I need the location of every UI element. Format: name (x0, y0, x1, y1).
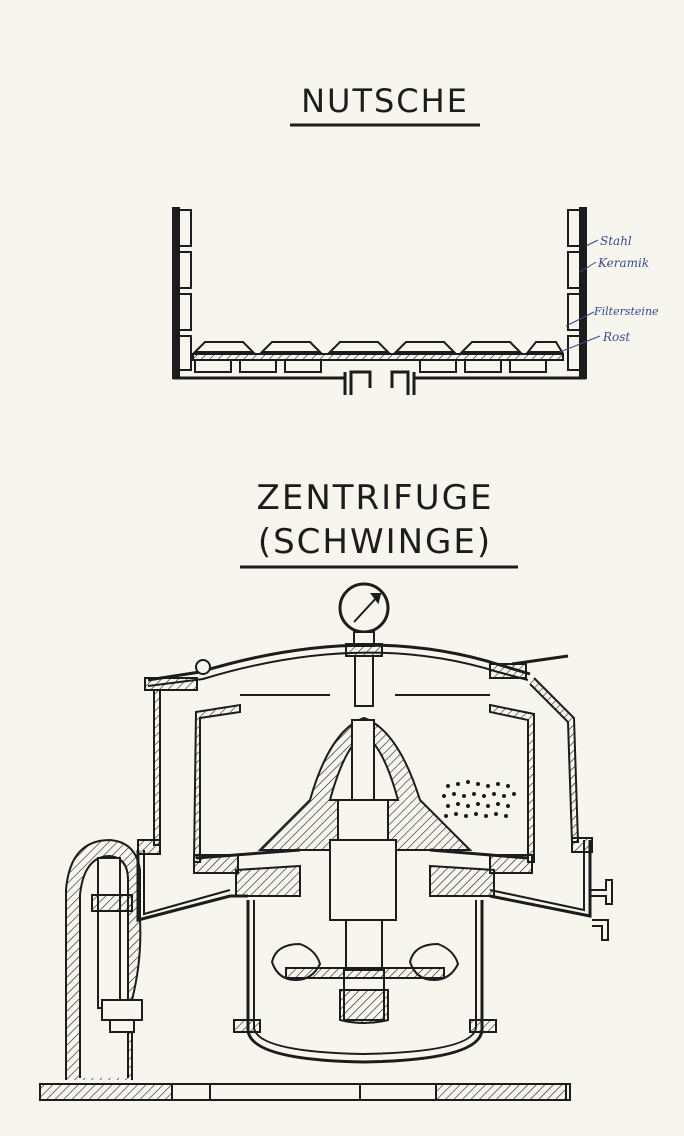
drain-valve (590, 880, 612, 940)
bottom-plate (173, 372, 586, 395)
nutsche-title: NUTSCHE (301, 82, 469, 120)
lid-left-clamp (145, 678, 197, 690)
label-stahl: Stahl (600, 234, 632, 248)
lid-hinge (196, 660, 210, 674)
zentrifuge-title-line2: (SCHWINGE) (257, 522, 493, 562)
outlet-pipe (345, 372, 414, 395)
grate-rost (193, 354, 563, 372)
basket (194, 705, 240, 862)
bearing-flange (236, 866, 300, 896)
label-filtersteine: Filtersteine (594, 305, 659, 318)
lid-right-clamp (490, 664, 526, 678)
lid-handle (512, 656, 568, 664)
outer-casing (154, 690, 160, 845)
motor-belt-tensioner (98, 858, 120, 1008)
basket-perforations (442, 780, 516, 818)
left-ceramic-lining (179, 210, 191, 370)
feed-pipe (355, 656, 373, 706)
centrifuge-drawing (40, 584, 612, 1100)
zentrifuge-title-line1: ZENTRIFUGE (256, 478, 494, 518)
label-keramik: Keramik (598, 256, 650, 270)
nutsche-drawing (173, 208, 600, 395)
label-rost: Rost (603, 330, 631, 344)
filter-stones (195, 342, 562, 352)
pressure-gauge (340, 584, 388, 632)
